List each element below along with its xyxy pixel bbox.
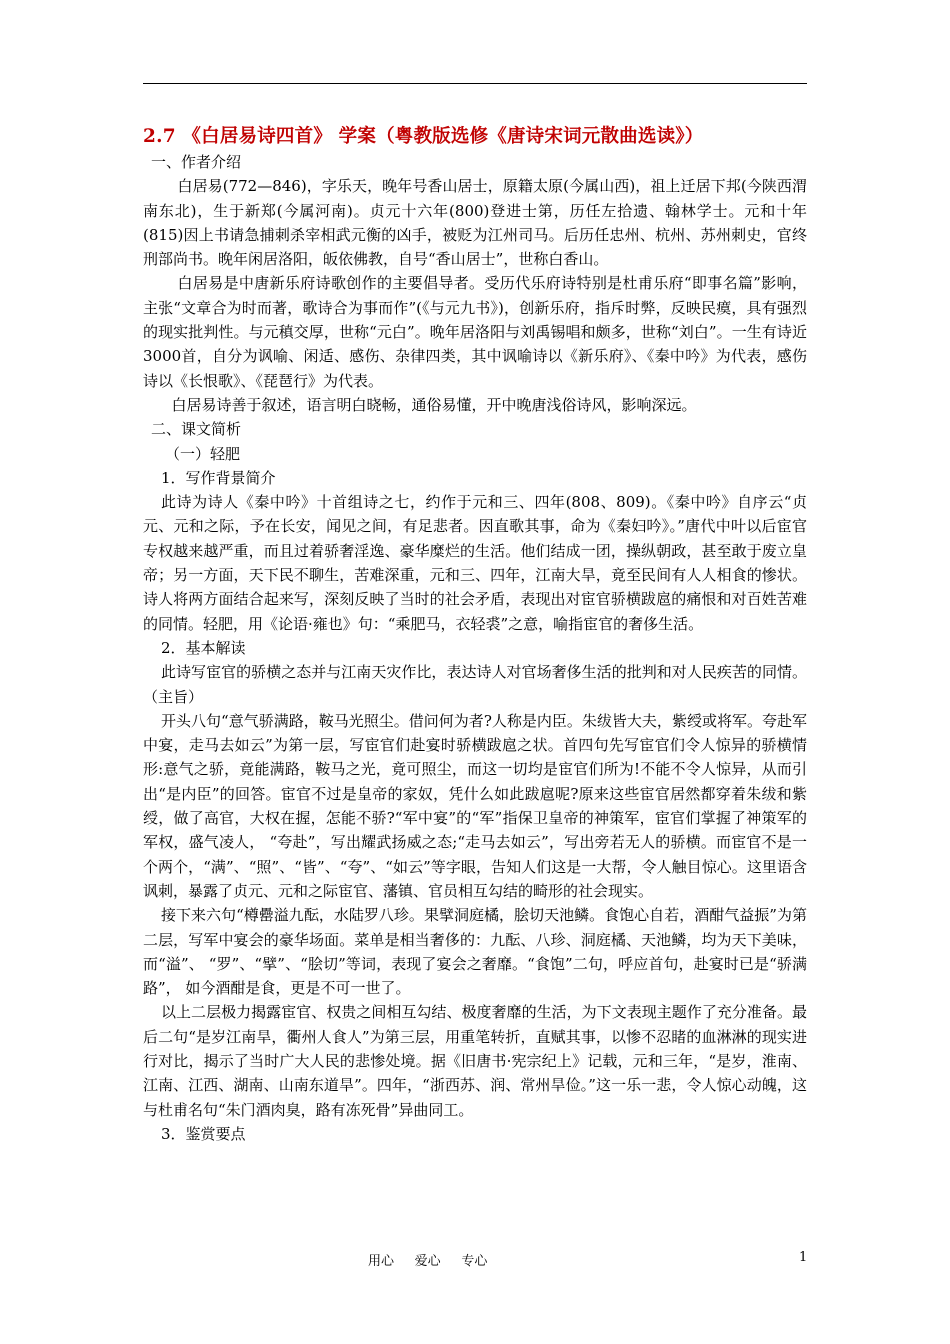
paragraph: 以上二层极力揭露宦官、权贵之间相互勾结、极度奢靡的生活，为下文表现主题作了充分准备。最后二句“是岁江南旱，衢州人食人”为第三层，用重笔转折，直赋其事，以惨不忍睹的血淋淋的现实进行对比，揭示了当时广大人民的悲惨处境。据《旧唐书·宪宗纪上》记载，元和三年，“是岁，淮南、江南、江西、湖南、山南东道旱”。四年，“浙西苏、润、常州旱俭。”这一乐一悲，令人惊心动魄，这与杜甫名句“朱门酒肉臭，路有冻死骨”异曲同工。	[143, 1003, 807, 1119]
paragraph: 白居易是中唐新乐府诗歌创作的主要倡导者。受历代乐府诗特别是杜甫乐府“即事名篇”影响，主张“文章合为时而著，歌诗合为事而作”(《与元九书》)，创新乐府，指斥时弊，反映民瘼，具有强烈的现实批判性。与元稹交厚，世称“元白”。晚年居洛阳与刘禹锡唱和颇多，世称“刘白”。一生有诗近3000首，自分为讽喻、闲适、感伤、杂律四类，其中讽喻诗以《新乐府》、《秦中吟》为代表，感伤诗以《长恨歌》、《琵琶行》为代表。	[143, 274, 807, 390]
document-title: 2.7 《白居易诗四首》 学案（粤教版选修《唐诗宋词元散曲选读》）	[143, 126, 704, 147]
paragraph: 此诗写宦官的骄横之态并与江南天灾作比，表达诗人对官场奢侈生活的批判和对人民疾苦的同情。（主旨）	[143, 663, 807, 706]
paragraph: 此诗为诗人《秦中吟》十首组诗之七，约作于元和三、四年(808、809)。《秦中吟》自序云“贞元、元和之际，予在长安，闻见之间，有足悲者。因直歌其事，命为《秦妇吟》。”唐代中叶以后宦官专权越来越严重，而且过着骄奢淫逸、豪华糜烂的生活。他们结成一团，操纵朝政，甚至敢于废立皇帝；另一方面，天下民不聊生，苦难深重，元和三、四年，江南大旱，竟至民间有人人相食的惨状。诗人将两方面结合起来写，深刻反映了当时的社会矛盾，表现出对宦官骄横跋扈的痛恨和对百姓苦难的同情。轻肥，用《论语·雍也》句：“乘肥马，衣轻裘”之意，喻指宦官的奢侈生活。	[143, 493, 807, 633]
section-heading-analysis: 二、课文简析	[151, 420, 242, 439]
page-number: 1	[799, 1250, 808, 1265]
numbered-heading-background: 1．写作背景简介	[161, 468, 276, 487]
paragraph: 开头八句“意气骄满路，鞍马光照尘。借问何为者?人称是内臣。朱绂皆大夫，紫绶或将军。夸赴军中宴，走马去如云”为第一层，写宦官们赴宴时骄横跋扈之状。首四句先写宦官们令人惊异的骄横情形:意气之骄，竟能满路，鞍马之光，竟可照尘，而这一切均是宦官们所为!不能不令人惊异，从而引出“是内臣”的回答。宦官不过是皇帝的家奴，凭什么如此跋扈呢?原来这些宦官居然都穿着朱绂和紫绶，做了高官，大权在握，怎能不骄?“军中宴”的“军”指保卫皇帝的神策军，宦官们掌握了神策军的军权，盛气凌人， “夸赴”，写出耀武扬威之态;“走马去如云”，写出旁若无人的骄横。而宦官不是一个两个，“满”、“照”、“皆”、“夸”、“如云”等字眼，告知人们这是一大帮，令人触目惊心。这里语含讽刺，暴露了贞元、元和之际宦官、藩镇、官员相互勾结的畸形的社会现实。	[143, 711, 807, 900]
section-heading-author: 一、作者介绍	[151, 153, 242, 171]
sub-heading-poem: （一）轻肥	[165, 444, 241, 463]
paragraph: 接下来六句“樽罍溢九酝，水陆罗八珍。果擘洞庭橘，脍切天池鳞。食饱心自若，酒酣气益振”为第二层，写军中宴会的豪华场面。菜单是相当奢侈的：九酝、八珍、洞庭橘、天池鳞，均为天下美味，而“溢”、 “罗”、“擘”、“脍切”等词，表现了宴会之奢靡。“食饱”二句，呼应首句，赴宴时已是“骄满路”， 如今酒酣是食，更是不可一世了。	[143, 906, 807, 998]
document-body	[143, 124, 807, 1146]
paragraph: 白居易诗善于叙述，语言明白晓畅，通俗易懂，开中晚唐浅俗诗风，影响深远。	[171, 395, 697, 414]
header-rule	[143, 83, 807, 84]
paragraph: 白居易(772—846)，字乐天，晚年号香山居士，原籍太原(今属山西)，祖上迁居下邦(今陕西渭南东北)，生于新郑(今属河南)。贞元十六年(800)登进士第，历任左拾遗、翰林学士。元和十年(815)因上书请急捕刺杀宰相武元衡的凶手，被贬为江州司马。后历任忠州、杭州、苏州刺史，官终刑部尚书。晚年闲居洛阳，皈依佛教，自号“香山居士”，世称白香山。	[143, 177, 807, 269]
numbered-heading-interpretation: 2．基本解读	[161, 638, 246, 657]
numbered-heading-appreciation: 3．鉴赏要点	[161, 1124, 246, 1143]
page-footer	[0, 1250, 950, 1270]
footer-motto: 用心 爱心 专心	[368, 1254, 488, 1269]
